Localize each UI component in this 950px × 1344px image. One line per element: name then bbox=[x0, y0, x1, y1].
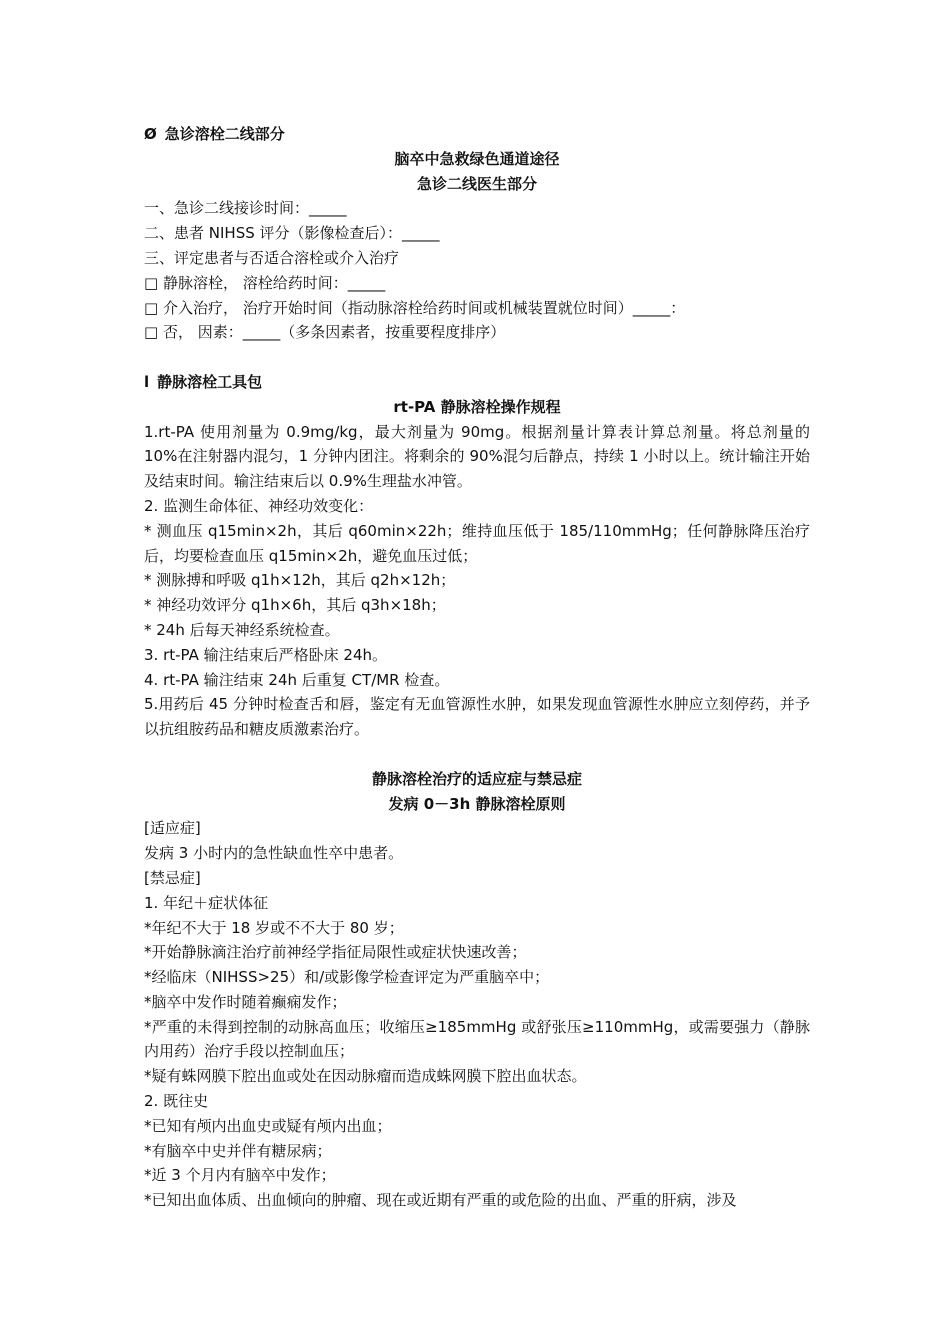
contra-item: *严重的未得到控制的动脉高血压；收缩压≥185mmHg 或舒张压≥110mmHg，或需要强力（静脉内用药）治疗手段以控制血压； bbox=[144, 1017, 810, 1061]
contra-item: *有脑卒中史并伴有糖尿病； bbox=[144, 1141, 332, 1160]
doc-subtitle-second-line-doctor: 急诊二线医生部分 bbox=[416, 174, 537, 193]
protocol-item-5: 5.用药后 45 分钟时检查舌和唇，鉴定有无血管源性水肿，如果发现血管源性水肿应立刻停药，并予以抗组胺药品和糖皮质激素治疗。 bbox=[144, 695, 810, 739]
spacer bbox=[144, 742, 810, 767]
section-heading-iv-toolkit bbox=[144, 370, 810, 395]
form-line-reception-time: 一、急诊二线接诊时间：_____ bbox=[144, 199, 347, 218]
protocol-item-2: 2. 监测生命体征、神经功效变化： bbox=[144, 496, 374, 515]
form-line-nihss-score: 二、患者 NIHSS 评分（影像检查后）：_____ bbox=[144, 224, 440, 243]
form-line-evaluate-treatment: 三、评定患者与否适合溶栓或介入治疗 bbox=[144, 248, 400, 267]
section-heading-text: 急诊溶栓二线部分 bbox=[164, 125, 285, 143]
contra-item: *已知出血体质、出血倾向的肿瘤、现在或近期有严重的或危险的出血、严重的肝病，涉及 bbox=[144, 1191, 737, 1210]
text-indications: 发病 3 小时内的急性缺血性卒中患者。 bbox=[144, 844, 404, 863]
doc-subtitle-0-3h-principles: 发病 0－3h 静脉溶栓原则 bbox=[388, 794, 566, 813]
protocol-item-2c: * 神经功效评分 q1h×6h，其后 q3h×18h； bbox=[144, 596, 446, 615]
contra-item: *脑卒中发作时随着癫痫发作； bbox=[144, 992, 347, 1011]
contra-item: *开始静脉滴注治疗前神经学指征局限性或症状快速改善； bbox=[144, 943, 527, 962]
protocol-item-1: 1.rt-PA 使用剂量为 0.9mg/kg，最大剂量为 90mg。根据剂量计算表计算总剂量。将总剂量的 10%在注射器内混匀，1 分钟内团注。将剩余的 90%混匀后静点，持续 1 小时以上。统计输注开始及结束时间。输注结束后以 0.9%生理盐水冲管。 bbox=[144, 422, 810, 491]
doc-title-rtpa-protocol: rt-PA 静脉溶栓操作规程 bbox=[393, 397, 561, 416]
spacer bbox=[144, 345, 810, 370]
checkbox-line-no: □ 否， 因素：_____（多条因素者，按重要程度排序） bbox=[144, 323, 506, 342]
doc-title-green-channel: 脑卒中急救绿色通道途径 bbox=[394, 149, 560, 168]
contra-item: *经临床（NIHSS>25）和/或影像学检查评定为严重脑卒中； bbox=[144, 968, 550, 987]
contra-item: *年纪不大于 18 岁或不不大于 80 岁； bbox=[144, 918, 404, 937]
contra-item: *已知有颅内出血史或疑有颅内出血； bbox=[144, 1116, 392, 1135]
protocol-item-2a: * 测血压 q15min×2h，其后 q60min×22h；维持血压低于 185/110mmHg；任何静脉降压治疗后，均要检查血压 q15min×2h，避免血压过低； bbox=[144, 521, 810, 565]
checkbox-line-interventional: □ 介入治疗， 治疗开始时间（指动脉溶栓给药时间或机械装置就位时间）_____： bbox=[144, 298, 686, 317]
section-heading-text: 静脉溶栓工具包 bbox=[157, 372, 263, 391]
protocol-item-3: 3. rt-PA 输注结束后严格卧床 24h。 bbox=[144, 645, 388, 664]
doc-title-indications-contraindications: 静脉溶栓治疗的适应症与禁忌症 bbox=[371, 769, 582, 788]
section-heading-emergency-thrombolysis bbox=[144, 122, 810, 147]
protocol-item-4: 4. rt-PA 输注结束 24h 后重复 CT/MR 检查。 bbox=[144, 670, 450, 689]
section-bullet-marker: Ø bbox=[144, 125, 157, 143]
document-body bbox=[144, 122, 810, 1213]
label-contraindications: [禁忌症] bbox=[144, 868, 201, 887]
contra-group-2: 2. 既往史 bbox=[144, 1092, 209, 1111]
contra-group-1: 1. 年纪＋症状体征 bbox=[144, 893, 269, 912]
checkbox-line-iv-thrombolysis: □ 静脉溶栓， 溶栓给药时间：_____ bbox=[144, 273, 386, 292]
contra-item: *近 3 个月内有脑卒中发作； bbox=[144, 1166, 336, 1185]
label-indications: [适应症] bbox=[144, 819, 201, 838]
protocol-item-2d: * 24h 后每天神经系统检查。 bbox=[144, 620, 340, 639]
contra-item: *疑有蛛网膜下腔出血或处在因动脉瘤而造成蛛网膜下腔出血状态。 bbox=[144, 1067, 587, 1086]
protocol-item-2b: * 测脉搏和呼吸 q1h×12h，其后 q2h×12h； bbox=[144, 571, 456, 590]
section-bullet-marker: l bbox=[144, 372, 150, 391]
